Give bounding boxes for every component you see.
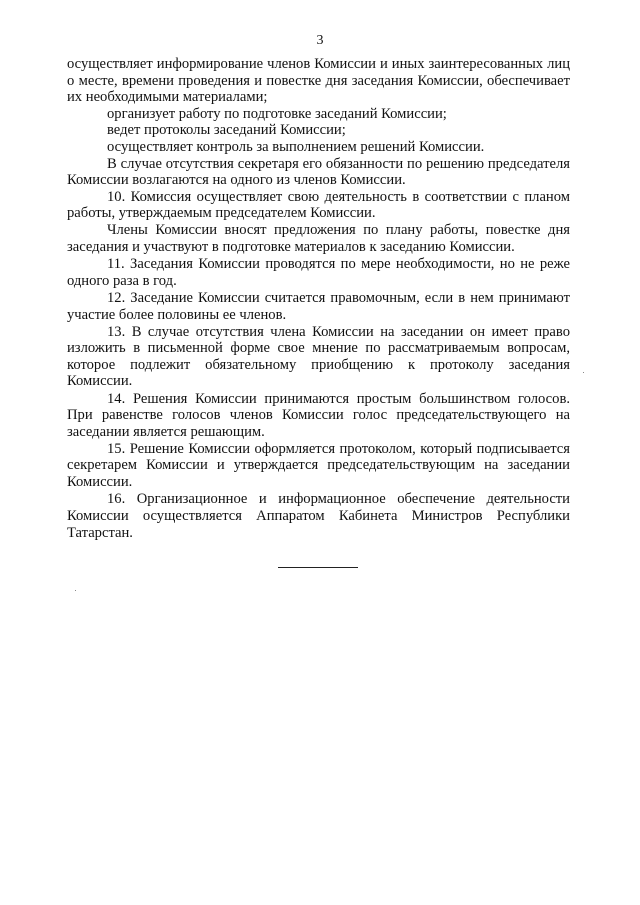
paragraph-item-16: 16. Организационное и информационное обеспечение деятельности Комиссии осуществляется Аппаратом Кабинета Министров Республики Татарстан. [67, 491, 570, 541]
paragraph-item-15: 15. Решение Комиссии оформляется протоколом, который подписывается секретарем Комиссии и утверждается председательствующим на заседании Комиссии. [67, 440, 570, 490]
paragraph-secretary-absence: В случае отсутствия секретаря его обязанности по решению председателя Комиссии возлагаются на одного из членов Комиссии. [67, 155, 570, 189]
paragraph-item-12: 12. Заседание Комиссии считается правомочным, если в нем принимают участие более половины ее членов. [67, 290, 570, 323]
paragraph-keeps-minutes: ведет протоколы заседаний Комиссии; [107, 122, 346, 139]
paragraph-item-14: 14. Решения Комиссии принимаются простым большинством голосов. При равенстве голосов членов Комиссии голос председательствующего на заседании является решающим. [67, 390, 570, 441]
paragraph-organizes-work: организует работу по подготовке заседаний Комиссии; [107, 105, 447, 122]
scan-speck [583, 372, 584, 373]
page-number: 3 [316, 33, 324, 48]
document-body [67, 56, 570, 541]
paragraph-item-10: 10. Комиссия осуществляет свою деятельность в соответствии с планом работы, утверждаемым председателем Комиссии. [67, 188, 570, 222]
scan-speck [75, 590, 76, 591]
paragraph-informing: осуществляет информирование членов Комиссии и иных заинтересованных лиц о месте, времени проведения и повестке дня заседания Комиссии, обеспечивает их необходимыми материалами; [67, 56, 570, 106]
paragraph-item-13: 13. В случае отсутствия члена Комиссии на заседании он имеет право изложить в письменной форме свое мнение по рассматриваемым вопросам, которое подлежит обязательному приобщению к протоколу заседания Комиссии. [67, 323, 570, 390]
paragraph-item-11: 11. Заседания Комиссии проводятся по мере необходимости, но не реже одного раза в год. [67, 256, 570, 289]
paragraph-controls-decisions: осуществляет контроль за выполнением решений Комиссии. [107, 138, 485, 155]
closing-rule [278, 567, 358, 568]
paragraph-members-proposals: Члены Комиссии вносят предложения по плану работы, повестке дня заседания и участвуют в подготовке материалов к заседанию Комиссии. [67, 221, 570, 255]
